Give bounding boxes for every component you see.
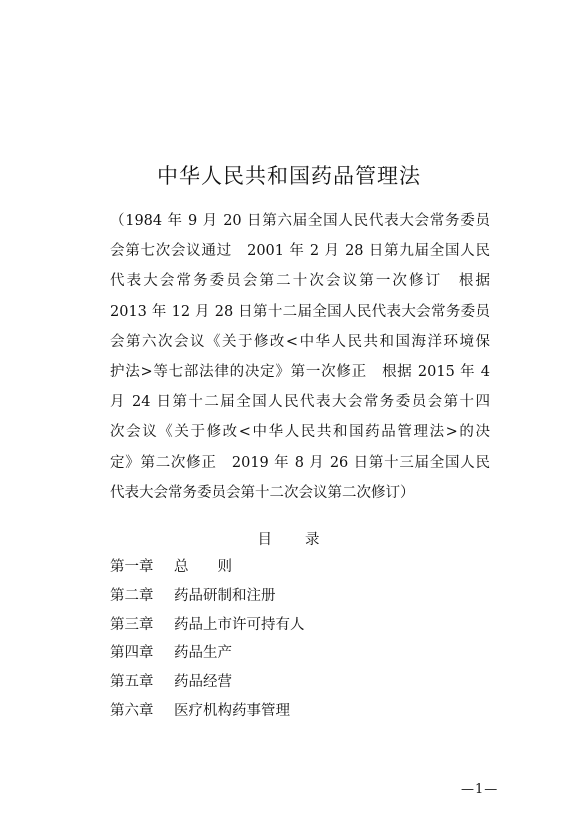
preamble-line: 次会议《关于修改<中华人民共和国药品管理法>的决 xyxy=(110,424,490,441)
table-of-contents xyxy=(110,553,305,726)
toc-chapter-name: 药品研制和注册 xyxy=(174,587,276,604)
toc-item xyxy=(110,639,305,668)
legislative-history xyxy=(110,206,490,508)
preamble-line: 会第六次会议《关于修改<中华人民共和国海洋环境保 xyxy=(110,333,490,350)
toc-chapter-name: 总 则 xyxy=(174,559,232,575)
toc-chapter-number: 第六章 xyxy=(110,702,154,719)
toc-chapter-number: 第四章 xyxy=(110,645,154,662)
toc-item xyxy=(110,697,305,726)
toc-chapter-name: 药品生产 xyxy=(174,645,232,662)
preamble-line: 会第七次会议通过 2001 年 2 月 28 日第九届全国人民 xyxy=(110,243,490,260)
preamble-line: 月 24 日第十二届全国人民代表大会常务委员会第十四 xyxy=(110,394,490,411)
page-number: —1— xyxy=(461,782,499,797)
preamble-line: 2013 年 12 月 28 日第十二届全国人民代表大会常务委员 xyxy=(110,303,490,320)
document-title: 中华人民共和国药品管理法 xyxy=(157,164,421,188)
preamble-line: （1984 年 9 月 20 日第六届全国人民代表大会常务委员 xyxy=(110,213,490,229)
toc-item xyxy=(110,611,305,640)
preamble-line: 代表大会常务委员会第二十次会议第一次修订 根据 xyxy=(110,273,490,290)
toc-chapter-number: 第五章 xyxy=(110,674,154,691)
toc-item xyxy=(110,668,305,697)
toc-heading-char: 目 xyxy=(257,532,273,548)
toc-chapter-number: 第二章 xyxy=(110,587,154,604)
toc-heading xyxy=(0,528,578,549)
toc-chapter-name: 医疗机构药事管理 xyxy=(174,702,290,719)
toc-heading-char: 录 xyxy=(305,532,321,548)
toc-item xyxy=(110,582,305,611)
toc-chapter-name: 药品上市许可持有人 xyxy=(174,616,305,633)
toc-chapter-name: 药品经营 xyxy=(174,674,232,691)
preamble-line: 定》第二次修正 2019 年 8 月 26 日第十三届全国人民 xyxy=(110,454,490,471)
toc-item xyxy=(110,553,305,582)
preamble-line: 护法>等七部法律的决定》第一次修正 根据 2015 年 4 xyxy=(110,363,490,380)
toc-chapter-number: 第三章 xyxy=(110,616,154,633)
preamble-line: 代表大会常务委员会第十二次会议第二次修订） xyxy=(110,484,415,501)
toc-chapter-number: 第一章 xyxy=(110,559,154,575)
